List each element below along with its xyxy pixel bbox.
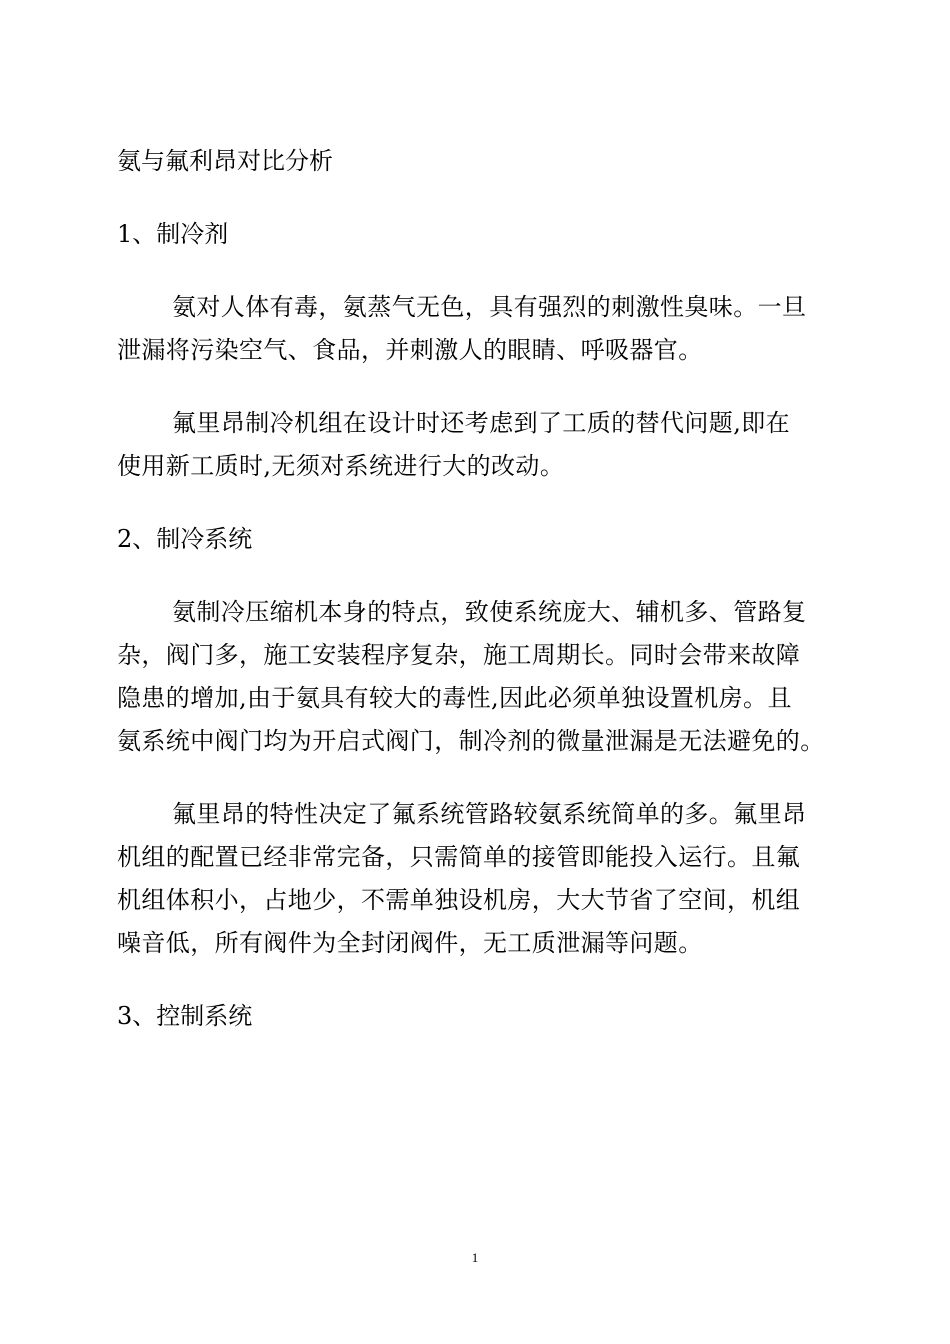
paragraph-ammonia-toxicity [117, 286, 833, 372]
section-heading-refrigeration-system: 2、制冷系统 [117, 525, 253, 553]
document-body [117, 140, 833, 1068]
paragraph-line: 机组体积小，占地少，不需单独设机房，大大节省了空间，机组 [117, 886, 801, 914]
paragraph-line: 氨系统中阀门均为开启式阀门，制冷剂的微量泄漏是无法避免的。 [117, 727, 825, 755]
paragraph-ammonia-system [117, 591, 833, 763]
paragraph-line: 氟里昂的特性决定了氟系统管路较氨系统简单的多。氟里昂 [172, 800, 807, 828]
paragraph-line: 机组的配置已经非常完备，只需简单的接管即能投入运行。且氟 [117, 843, 801, 871]
paragraph-freon-system [117, 793, 833, 965]
paragraph-line: 噪音低，所有阀件为全封闭阀件，无工质泄漏等问题。 [117, 929, 703, 957]
paragraph-line: 氨制冷压缩机本身的特点，致使系统庞大、辅机多、管路复 [172, 598, 807, 626]
page-number: 1 [471, 1250, 479, 1265]
paragraph-line: 杂，阀门多，施工安装程序复杂，施工周期长。同时会带来故障 [117, 641, 801, 669]
section-heading-refrigerant: 1、制冷剂 [117, 220, 229, 248]
paragraph-line: 氨对人体有毒，氨蒸气无色，具有强烈的刺激性臭味。一旦 [172, 293, 807, 321]
document-title: 氨与氟利昂对比分析 [117, 147, 333, 175]
paragraph-line: 氟里昂制冷机组在设计时还考虑到了工质的替代问题,即在 [172, 409, 791, 437]
paragraph-line: 隐患的增加,由于氨具有较大的毒性,因此必须单独设置机房。且 [117, 684, 792, 712]
paragraph-line: 使用新工质时,无须对系统进行大的改动。 [117, 452, 565, 480]
paragraph-line: 泄漏将污染空气、食品，并刺激人的眼睛、呼吸器官。 [117, 336, 703, 364]
section-heading-control-system: 3、控制系统 [117, 1002, 253, 1030]
paragraph-freon-substitution [117, 402, 833, 488]
